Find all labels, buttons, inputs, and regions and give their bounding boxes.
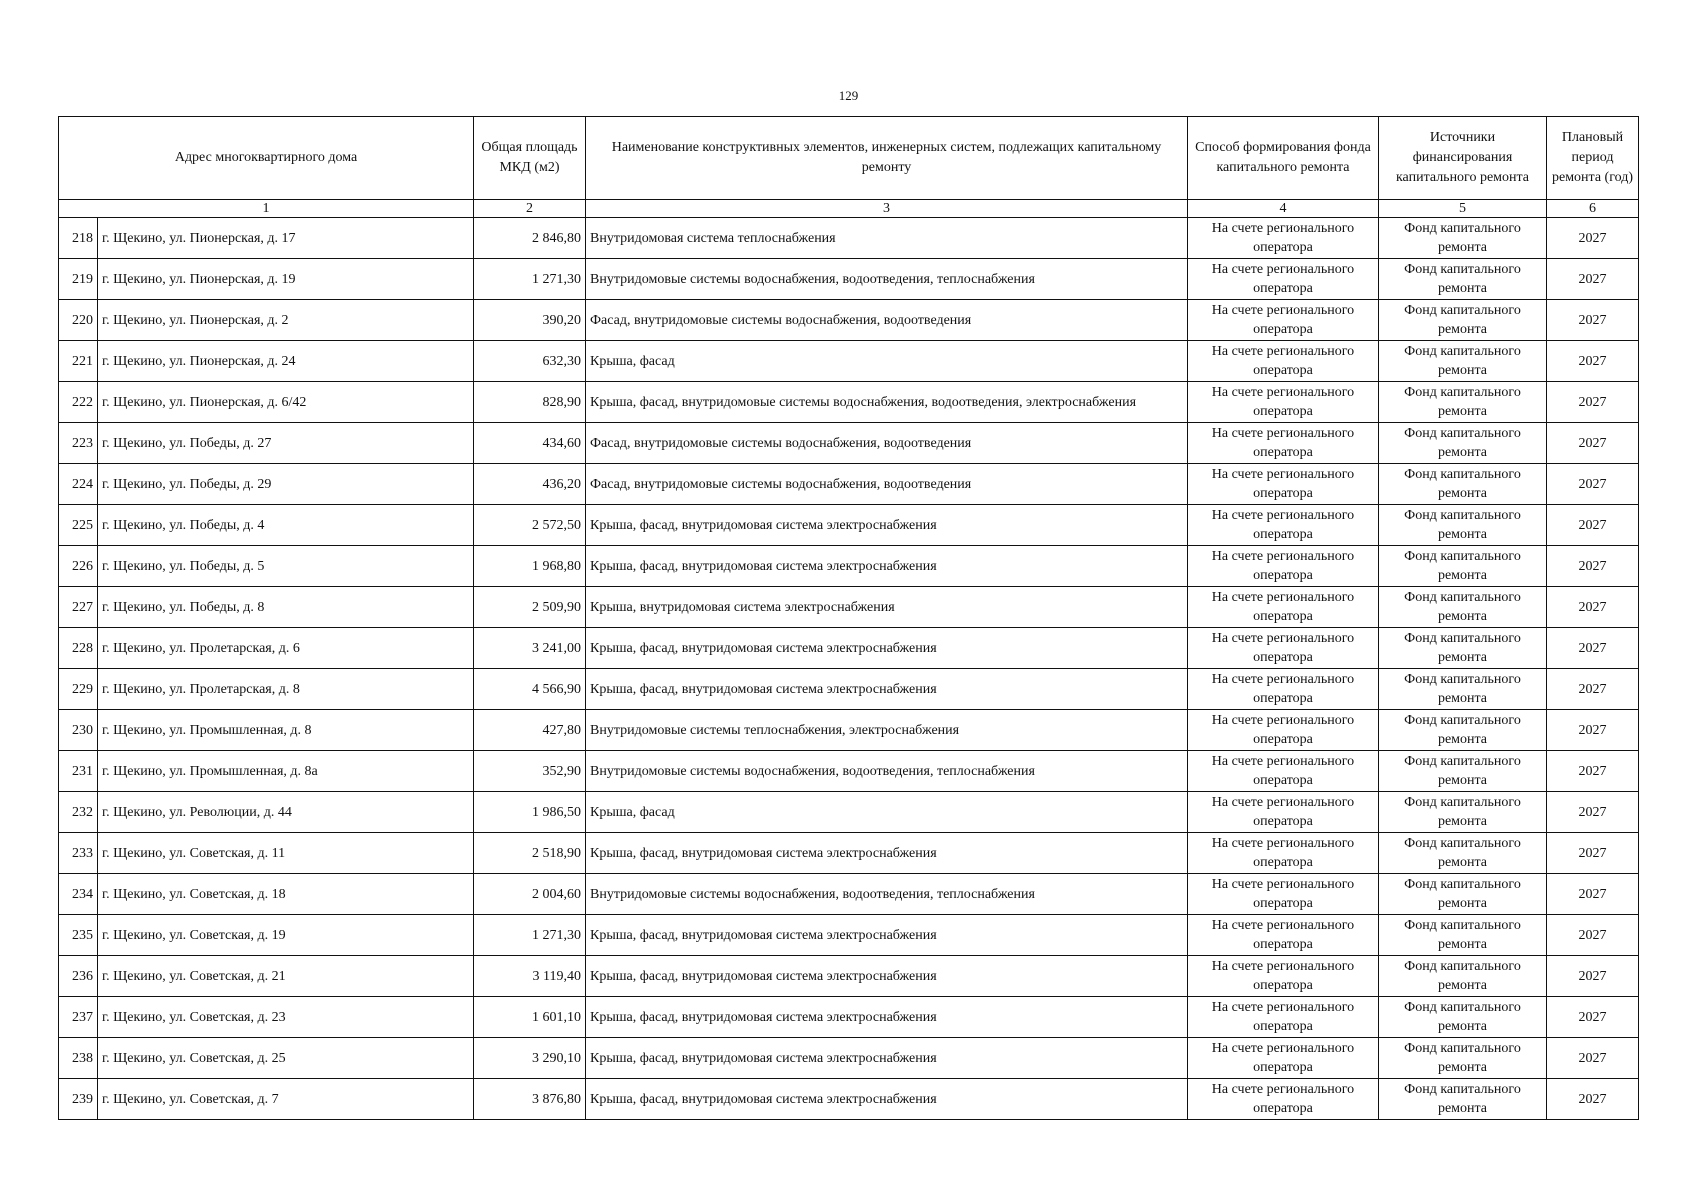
header-source: Источники финансирования капитального ремонта	[1379, 117, 1547, 200]
address-cell: г. Щекино, ул. Победы, д. 29	[98, 464, 474, 505]
elements-cell: Крыша, фасад	[586, 792, 1188, 833]
area-cell: 352,90	[474, 751, 586, 792]
address-cell: г. Щекино, ул. Советская, д. 11	[98, 833, 474, 874]
elements-cell: Внутридомовые системы водоснабжения, водоотведения, теплоснабжения	[586, 874, 1188, 915]
elements-cell: Крыша, фасад, внутридомовая система электроснабжения	[586, 628, 1188, 669]
address-cell: г. Щекино, ул. Победы, д. 8	[98, 587, 474, 628]
elements-cell: Крыша, фасад, внутридомовая система электроснабжения	[586, 1079, 1188, 1120]
elements-cell: Фасад, внутридомовые системы водоснабжения, водоотведения	[586, 464, 1188, 505]
source-cell: Фонд капитального ремонта	[1379, 259, 1547, 300]
elements-cell: Фасад, внутридомовые системы водоснабжения, водоотведения	[586, 423, 1188, 464]
year-cell: 2027	[1547, 423, 1639, 464]
address-cell: г. Щекино, ул. Победы, д. 27	[98, 423, 474, 464]
table-row	[59, 710, 1639, 751]
address-cell: г. Щекино, ул. Революции, д. 44	[98, 792, 474, 833]
source-cell: Фонд капитального ремонта	[1379, 792, 1547, 833]
table-row	[59, 874, 1639, 915]
area-cell: 434,60	[474, 423, 586, 464]
table-row	[59, 751, 1639, 792]
year-cell: 2027	[1547, 546, 1639, 587]
method-cell: На счете регионального оператора	[1188, 874, 1379, 915]
row-number: 223	[59, 423, 98, 464]
source-cell: Фонд капитального ремонта	[1379, 669, 1547, 710]
address-cell: г. Щекино, ул. Советская, д. 7	[98, 1079, 474, 1120]
table-body	[59, 218, 1639, 1120]
elements-cell: Крыша, фасад, внутридомовая система электроснабжения	[586, 1038, 1188, 1079]
source-cell: Фонд капитального ремонта	[1379, 915, 1547, 956]
area-cell: 828,90	[474, 382, 586, 423]
method-cell: На счете регионального оператора	[1188, 956, 1379, 997]
year-cell: 2027	[1547, 1038, 1639, 1079]
year-cell: 2027	[1547, 833, 1639, 874]
table-row	[59, 505, 1639, 546]
table-row	[59, 669, 1639, 710]
source-cell: Фонд капитального ремонта	[1379, 997, 1547, 1038]
address-cell: г. Щекино, ул. Советская, д. 19	[98, 915, 474, 956]
area-cell: 2 004,60	[474, 874, 586, 915]
area-cell: 436,20	[474, 464, 586, 505]
method-cell: На счете регионального оператора	[1188, 792, 1379, 833]
address-cell: г. Щекино, ул. Советская, д. 23	[98, 997, 474, 1038]
area-cell: 4 566,90	[474, 669, 586, 710]
header-elements: Наименование конструктивных элементов, инженерных систем, подлежащих капитальному ремонту	[586, 117, 1188, 200]
header-address: Адрес многоквартирного дома	[59, 117, 474, 200]
year-cell: 2027	[1547, 915, 1639, 956]
area-cell: 2 518,90	[474, 833, 586, 874]
table-row	[59, 1079, 1639, 1120]
elements-cell: Крыша, фасад, внутридомовая система электроснабжения	[586, 546, 1188, 587]
elements-cell: Крыша, фасад, внутридомовая система электроснабжения	[586, 956, 1188, 997]
area-cell: 3 876,80	[474, 1079, 586, 1120]
address-cell: г. Щекино, ул. Победы, д. 4	[98, 505, 474, 546]
source-cell: Фонд капитального ремонта	[1379, 874, 1547, 915]
column-number: 6	[1547, 200, 1639, 218]
address-cell: г. Щекино, ул. Советская, д. 25	[98, 1038, 474, 1079]
elements-cell: Внутридомовые системы водоснабжения, водоотведения, теплоснабжения	[586, 259, 1188, 300]
method-cell: На счете регионального оператора	[1188, 382, 1379, 423]
row-number: 232	[59, 792, 98, 833]
year-cell: 2027	[1547, 505, 1639, 546]
row-number: 239	[59, 1079, 98, 1120]
year-cell: 2027	[1547, 259, 1639, 300]
source-cell: Фонд капитального ремонта	[1379, 464, 1547, 505]
source-cell: Фонд капитального ремонта	[1379, 546, 1547, 587]
row-number: 227	[59, 587, 98, 628]
source-cell: Фонд капитального ремонта	[1379, 341, 1547, 382]
area-cell: 1 271,30	[474, 259, 586, 300]
source-cell: Фонд капитального ремонта	[1379, 300, 1547, 341]
table-row	[59, 341, 1639, 382]
source-cell: Фонд капитального ремонта	[1379, 505, 1547, 546]
page-number: 129	[838, 88, 859, 103]
year-cell: 2027	[1547, 956, 1639, 997]
column-number: 4	[1188, 200, 1379, 218]
column-number: 2	[474, 200, 586, 218]
method-cell: На счете регионального оператора	[1188, 505, 1379, 546]
address-cell: г. Щекино, ул. Пионерская, д. 6/42	[98, 382, 474, 423]
area-cell: 1 601,10	[474, 997, 586, 1038]
table-row	[59, 833, 1639, 874]
method-cell: На счете регионального оператора	[1188, 259, 1379, 300]
header-row	[59, 117, 1639, 200]
row-number: 222	[59, 382, 98, 423]
method-cell: На счете регионального оператора	[1188, 1038, 1379, 1079]
area-cell: 632,30	[474, 341, 586, 382]
table-row	[59, 218, 1639, 259]
area-cell: 2 572,50	[474, 505, 586, 546]
area-cell: 2 846,80	[474, 218, 586, 259]
table-row	[59, 1038, 1639, 1079]
address-cell: г. Щекино, ул. Промышленная, д. 8а	[98, 751, 474, 792]
year-cell: 2027	[1547, 300, 1639, 341]
table-row	[59, 997, 1639, 1038]
area-cell: 3 241,00	[474, 628, 586, 669]
method-cell: На счете регионального оператора	[1188, 546, 1379, 587]
elements-cell: Крыша, фасад, внутридомовая система электроснабжения	[586, 997, 1188, 1038]
row-number: 233	[59, 833, 98, 874]
source-cell: Фонд капитального ремонта	[1379, 1079, 1547, 1120]
area-cell: 1 986,50	[474, 792, 586, 833]
row-number: 219	[59, 259, 98, 300]
method-cell: На счете регионального оператора	[1188, 341, 1379, 382]
source-cell: Фонд капитального ремонта	[1379, 628, 1547, 669]
year-cell: 2027	[1547, 792, 1639, 833]
column-number: 3	[586, 200, 1188, 218]
elements-cell: Крыша, фасад, внутридомовая система электроснабжения	[586, 669, 1188, 710]
row-number: 224	[59, 464, 98, 505]
elements-cell: Внутридомовые системы водоснабжения, водоотведения, теплоснабжения	[586, 751, 1188, 792]
table-row	[59, 423, 1639, 464]
year-cell: 2027	[1547, 464, 1639, 505]
year-cell: 2027	[1547, 751, 1639, 792]
method-cell: На счете регионального оператора	[1188, 751, 1379, 792]
source-cell: Фонд капитального ремонта	[1379, 833, 1547, 874]
source-cell: Фонд капитального ремонта	[1379, 382, 1547, 423]
address-cell: г. Щекино, ул. Победы, д. 5	[98, 546, 474, 587]
source-cell: Фонд капитального ремонта	[1379, 751, 1547, 792]
source-cell: Фонд капитального ремонта	[1379, 956, 1547, 997]
address-cell: г. Щекино, ул. Пионерская, д. 24	[98, 341, 474, 382]
elements-cell: Крыша, фасад, внутридомовая система электроснабжения	[586, 915, 1188, 956]
year-cell: 2027	[1547, 218, 1639, 259]
table-row	[59, 956, 1639, 997]
year-cell: 2027	[1547, 382, 1639, 423]
row-number: 226	[59, 546, 98, 587]
area-cell: 427,80	[474, 710, 586, 751]
row-number: 225	[59, 505, 98, 546]
year-cell: 2027	[1547, 874, 1639, 915]
row-number: 238	[59, 1038, 98, 1079]
table-row	[59, 546, 1639, 587]
table-row	[59, 300, 1639, 341]
row-number: 228	[59, 628, 98, 669]
table-row	[59, 587, 1639, 628]
method-cell: На счете регионального оператора	[1188, 669, 1379, 710]
source-cell: Фонд капитального ремонта	[1379, 710, 1547, 751]
row-number: 236	[59, 956, 98, 997]
area-cell: 3 290,10	[474, 1038, 586, 1079]
source-cell: Фонд капитального ремонта	[1379, 1038, 1547, 1079]
source-cell: Фонд капитального ремонта	[1379, 423, 1547, 464]
area-cell: 3 119,40	[474, 956, 586, 997]
elements-cell: Крыша, фасад, внутридомовая система электроснабжения	[586, 833, 1188, 874]
row-number: 231	[59, 751, 98, 792]
elements-cell: Внутридомовая система теплоснабжения	[586, 218, 1188, 259]
elements-cell: Крыша, фасад	[586, 341, 1188, 382]
table-row	[59, 915, 1639, 956]
source-cell: Фонд капитального ремонта	[1379, 587, 1547, 628]
method-cell: На счете регионального оператора	[1188, 464, 1379, 505]
method-cell: На счете регионального оператора	[1188, 218, 1379, 259]
address-cell: г. Щекино, ул. Пионерская, д. 2	[98, 300, 474, 341]
header-area: Общая площадь МКД (м2)	[474, 117, 586, 200]
table-row	[59, 628, 1639, 669]
elements-cell: Крыша, внутридомовая система электроснабжения	[586, 587, 1188, 628]
address-cell: г. Щекино, ул. Пионерская, д. 17	[98, 218, 474, 259]
year-cell: 2027	[1547, 341, 1639, 382]
elements-cell: Фасад, внутридомовые системы водоснабжения, водоотведения	[586, 300, 1188, 341]
row-number: 234	[59, 874, 98, 915]
row-number: 235	[59, 915, 98, 956]
header-period: Плановый период ремонта (год)	[1547, 117, 1639, 200]
table-row	[59, 382, 1639, 423]
year-cell: 2027	[1547, 628, 1639, 669]
row-number: 229	[59, 669, 98, 710]
row-number: 237	[59, 997, 98, 1038]
method-cell: На счете регионального оператора	[1188, 833, 1379, 874]
table-header	[59, 117, 1639, 218]
table-row	[59, 464, 1639, 505]
row-number: 220	[59, 300, 98, 341]
address-cell: г. Щекино, ул. Советская, д. 21	[98, 956, 474, 997]
year-cell: 2027	[1547, 669, 1639, 710]
year-cell: 2027	[1547, 997, 1639, 1038]
method-cell: На счете регионального оператора	[1188, 997, 1379, 1038]
method-cell: На счете регионального оператора	[1188, 300, 1379, 341]
table-row	[59, 792, 1639, 833]
row-number: 230	[59, 710, 98, 751]
source-cell: Фонд капитального ремонта	[1379, 218, 1547, 259]
area-cell: 1 271,30	[474, 915, 586, 956]
elements-cell: Внутридомовые системы теплоснабжения, электроснабжения	[586, 710, 1188, 751]
row-number: 221	[59, 341, 98, 382]
method-cell: На счете регионального оператора	[1188, 1079, 1379, 1120]
method-cell: На счете регионального оператора	[1188, 587, 1379, 628]
year-cell: 2027	[1547, 710, 1639, 751]
address-cell: г. Щекино, ул. Советская, д. 18	[98, 874, 474, 915]
row-number: 218	[59, 218, 98, 259]
area-cell: 1 968,80	[474, 546, 586, 587]
header-method: Способ формирования фонда капитального ремонта	[1188, 117, 1379, 200]
table-row	[59, 259, 1639, 300]
address-cell: г. Щекино, ул. Промышленная, д. 8	[98, 710, 474, 751]
method-cell: На счете регионального оператора	[1188, 710, 1379, 751]
method-cell: На счете регионального оператора	[1188, 628, 1379, 669]
capital-repair-table	[58, 116, 1639, 1120]
column-number: 5	[1379, 200, 1547, 218]
column-number: 1	[59, 200, 474, 218]
area-cell: 390,20	[474, 300, 586, 341]
address-cell: г. Щекино, ул. Пионерская, д. 19	[98, 259, 474, 300]
area-cell: 2 509,90	[474, 587, 586, 628]
year-cell: 2027	[1547, 587, 1639, 628]
year-cell: 2027	[1547, 1079, 1639, 1120]
method-cell: На счете регионального оператора	[1188, 915, 1379, 956]
address-cell: г. Щекино, ул. Пролетарская, д. 8	[98, 669, 474, 710]
elements-cell: Крыша, фасад, внутридомовые системы водоснабжения, водоотведения, электроснабжения	[586, 382, 1188, 423]
column-number-row	[59, 200, 1639, 218]
method-cell: На счете регионального оператора	[1188, 423, 1379, 464]
address-cell: г. Щекино, ул. Пролетарская, д. 6	[98, 628, 474, 669]
elements-cell: Крыша, фасад, внутридомовая система электроснабжения	[586, 505, 1188, 546]
